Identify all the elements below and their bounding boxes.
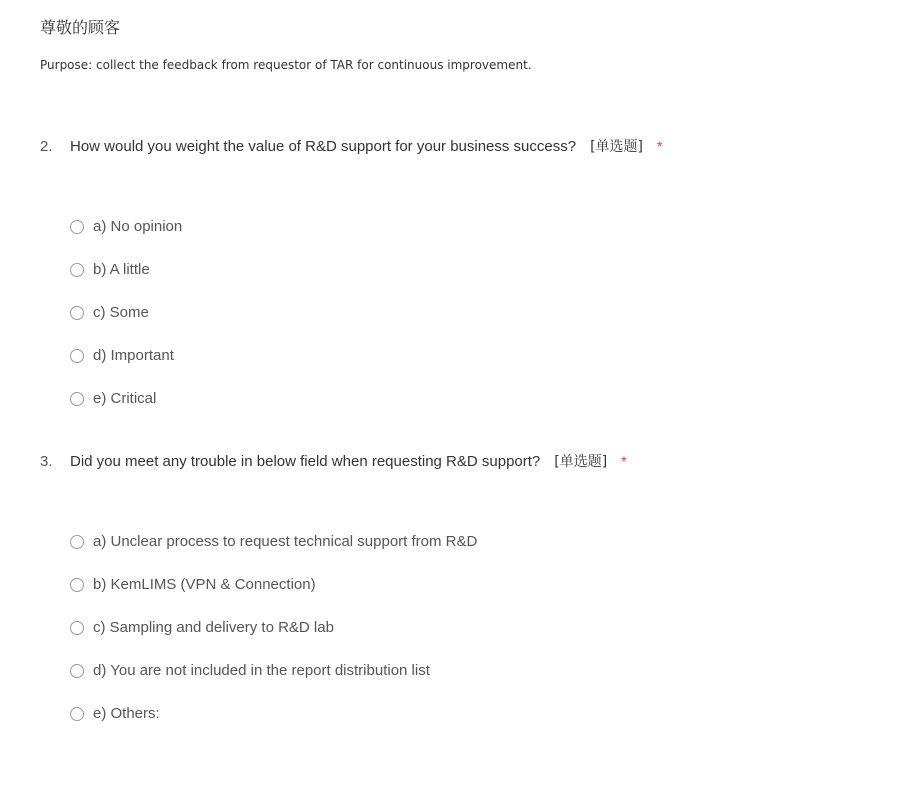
radio-icon[interactable] bbox=[70, 392, 84, 406]
required-mark: * bbox=[657, 138, 663, 154]
question-number: 2. bbox=[40, 137, 53, 155]
radio-icon[interactable] bbox=[70, 707, 84, 721]
survey-title: 尊敬的顾客 bbox=[40, 18, 121, 37]
question-text: Did you meet any trouble in below field when requesting R&D support? bbox=[70, 452, 541, 470]
radio-icon[interactable] bbox=[70, 263, 84, 277]
option-label: a) No opinion bbox=[93, 218, 183, 235]
question-text: How would you weight the value of R&D support for your business success? bbox=[70, 137, 577, 155]
option-label: c) Sampling and delivery to R&D lab bbox=[93, 619, 334, 636]
question-2 bbox=[40, 135, 860, 420]
option-label: c) Some bbox=[93, 304, 149, 321]
option-label: b) KemLIMS (VPN & Connection) bbox=[93, 576, 316, 593]
radio-icon[interactable] bbox=[70, 578, 84, 592]
option-some[interactable] bbox=[70, 291, 860, 334]
options-list bbox=[70, 520, 860, 735]
option-label: e) Critical bbox=[93, 390, 157, 407]
radio-icon[interactable] bbox=[70, 535, 84, 549]
option-unclear-process[interactable] bbox=[70, 520, 860, 563]
required-mark: * bbox=[621, 453, 627, 469]
question-type-badge: [单选题] bbox=[590, 139, 644, 155]
option-label: d) You are not included in the report distribution list bbox=[93, 662, 430, 679]
option-a-little[interactable] bbox=[70, 248, 860, 291]
radio-icon[interactable] bbox=[70, 220, 84, 234]
survey-purpose: Purpose: collect the feedback from requestor of TAR for continuous improvement. bbox=[40, 58, 532, 72]
question-3 bbox=[40, 450, 860, 735]
options-list bbox=[70, 205, 860, 420]
option-sampling-delivery[interactable] bbox=[70, 606, 860, 649]
option-label: b) A little bbox=[93, 261, 150, 278]
option-others[interactable] bbox=[70, 692, 860, 735]
option-important[interactable] bbox=[70, 334, 860, 377]
radio-icon[interactable] bbox=[70, 306, 84, 320]
question-number: 3. bbox=[40, 452, 53, 470]
option-kemlims[interactable] bbox=[70, 563, 860, 606]
option-label: e) Others: bbox=[93, 705, 160, 722]
radio-icon[interactable] bbox=[70, 664, 84, 678]
question-type-badge: [单选题] bbox=[554, 454, 608, 470]
option-label: a) Unclear process to request technical support from R&D bbox=[93, 533, 478, 550]
option-no-opinion[interactable] bbox=[70, 205, 860, 248]
radio-icon[interactable] bbox=[70, 349, 84, 363]
question-header bbox=[40, 135, 860, 157]
option-not-in-distribution[interactable] bbox=[70, 649, 860, 692]
option-critical[interactable] bbox=[70, 377, 860, 420]
question-header bbox=[40, 450, 860, 472]
option-label: d) Important bbox=[93, 347, 174, 364]
radio-icon[interactable] bbox=[70, 621, 84, 635]
